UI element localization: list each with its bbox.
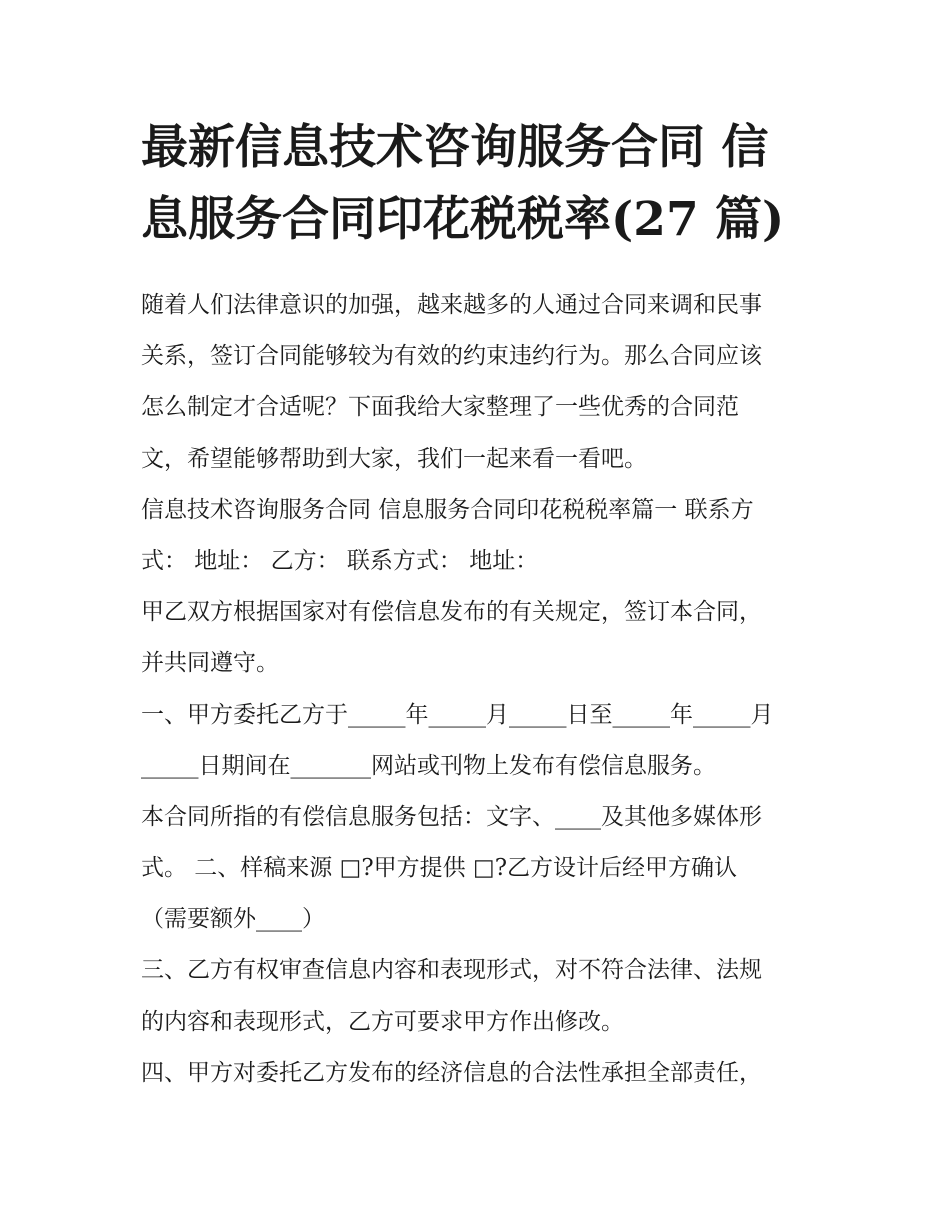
body-line: 式。 二、样稿来源 □?甲方提供 □?乙方设计后经甲方确认 — [141, 855, 738, 882]
body-line: 关系，签订合同能够较为有效的约束违约行为。那么合同应该 — [141, 343, 762, 370]
body-line: 一、甲方委托乙方于_____年_____月_____日至_____年_____月 — [141, 701, 774, 728]
body-line: （需要额外____） — [141, 906, 325, 933]
body-line: 四、甲方对委托乙方发布的经济信息的合法性承担全部责任， — [141, 1059, 762, 1086]
document-body — [141, 280, 831, 1099]
body-line: 三、乙方有权审查信息内容和表现形式，对不符合法律、法规 — [141, 957, 762, 984]
title-line: 最新信息技术咨询服务合同 信 — [141, 120, 769, 175]
body-line: 随着人们法律意识的加强，越来越多的人通过合同来调和民事 — [141, 292, 762, 318]
body-line: _____日期间在_______网站或刊物上发布有偿信息服务。 — [141, 752, 716, 779]
body-line: 甲乙双方根据国家对有偿信息发布的有关规定，签订本合同， — [141, 599, 762, 626]
body-line: 本合同所指的有偿信息服务包括：文字、____及其他多媒体形 — [141, 803, 762, 830]
body-line: 文，希望能够帮助到大家，我们一起来看一看吧。 — [141, 445, 647, 472]
body-line: 信息技术咨询服务合同 信息服务合同印花税税率篇一 联系方 — [141, 496, 754, 523]
body-line: 式： 地址： 乙方： 联系方式： 地址： — [141, 547, 539, 574]
body-line: 怎么制定才合适呢？下面我给大家整理了一些优秀的合同范 — [141, 394, 739, 421]
document-title — [141, 112, 831, 256]
body-line: 并共同遵守。 — [141, 650, 279, 677]
title-line: 息服务合同印花税税率(27 篇) — [141, 192, 785, 247]
body-line: 的内容和表现形式，乙方可要求甲方作出修改。 — [141, 1008, 624, 1035]
